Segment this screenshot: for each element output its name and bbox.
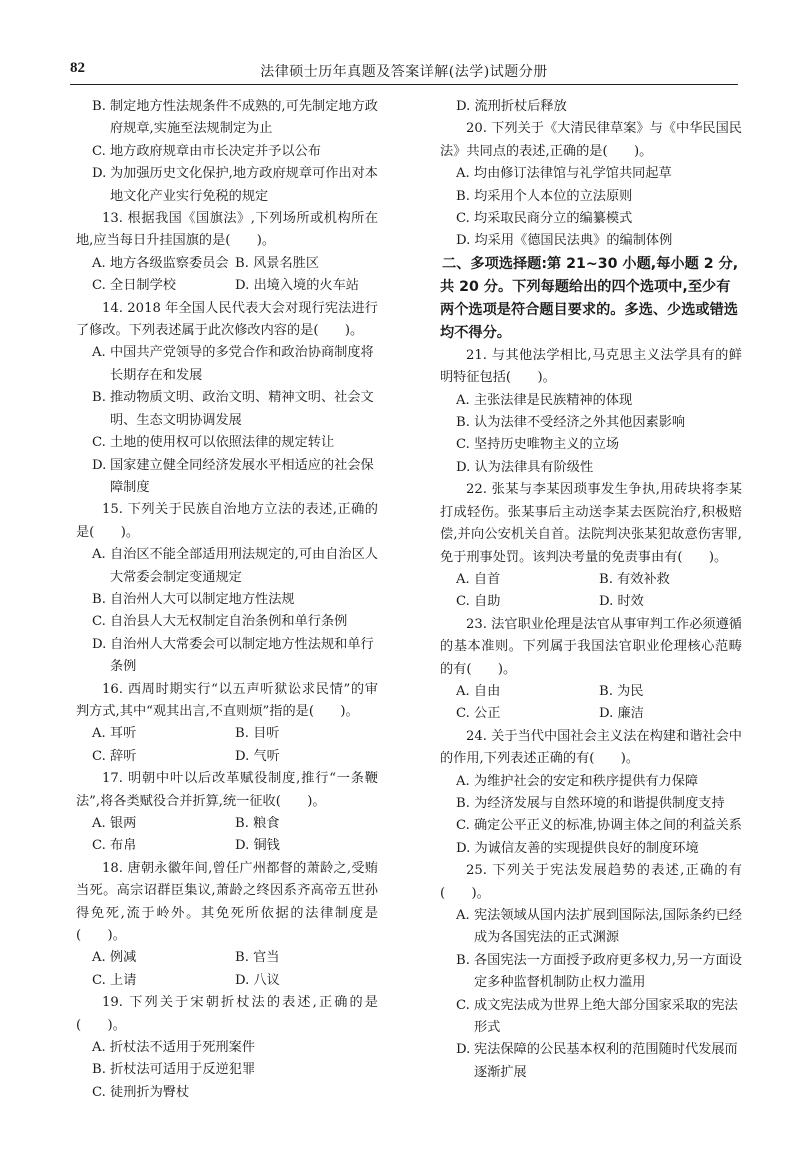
q22-stem: 22. 张某与李某因琐事发生争执,用砖块将李某打成轻伤。张某事后主动送李某去医院治疗,积极赔偿,并向公安机关自首。法院判决张某犯故意伤害罪,免于刑事处罚。该判决考量的免责事由有( )。 <box>440 482 742 565</box>
q24-option-d: D. 为诚信友善的实现提供良好的制度环境 <box>456 840 699 856</box>
q20-option-a: A. 均由修订法律馆与礼学馆共同起草 <box>456 166 672 182</box>
q19-option-d: D. 流刑折杖后释放 <box>456 99 567 114</box>
q24-option-a: A. 为维护社会的安定和秩序提供有力保障 <box>456 773 699 789</box>
q25-option-c: C. 成文宪法成为世界上绝大部分国家采取的宪法形式 <box>456 997 738 1036</box>
q15-stem: 15. 下列关于民族自治地方立法的表述,正确的是( )。 <box>76 502 378 540</box>
q22-options-ab: A. 自首 B. 有效补救 <box>456 571 670 587</box>
left-column <box>76 96 378 1104</box>
q19-option-b: B. 折杖法可适用于反逆犯罪 <box>92 1062 256 1078</box>
section-heading-multiple-choice: 二、多项选择题:第 21~30 小题,每小题 2 分,共 20 分。下列每题给出的四个选项中,至少有两个选项是符合题目要求的。多选、少选或错选均不得分。 <box>440 255 739 341</box>
q13-options-cd: C. 全日制学校 D. 出境入境的火车站 <box>92 278 359 294</box>
q14-option-b: B. 推动物质文明、政治文明、精神文明、社会文明、生态文明协调发展 <box>92 390 374 428</box>
q12-option-d: D. 为加强历史文化保护,地方政府规章可作出对本地文化产业实行免税的规定 <box>92 166 378 204</box>
q20-option-b: B. 均采用个人本位的立法原则 <box>456 188 633 204</box>
page-number: 82 <box>70 60 85 76</box>
q25-stem: 25. 下列关于宪法发展趋势的表述,正确的有( )。 <box>440 863 742 901</box>
q21-option-b: B. 认为法律不受经济之外其他因素影响 <box>456 415 686 431</box>
q24-option-b: B. 为经济发展与自然环境的和谐提供制度支持 <box>456 795 725 811</box>
q24-stem: 24. 关于当代中国社会主义法在构建和谐社会中的作用,下列表述正确的有( )。 <box>440 728 742 767</box>
q12-option-c: C. 地方政府规章由市长决定并予以公布 <box>92 143 321 159</box>
q25-option-b: B. 各国宪法一方面授予政府更多权力,另一方面设定多种监督机制防止权力滥用 <box>456 952 742 991</box>
q12-option-b: B. 制定地方性法规条件不成熟的,可先制定地方政府规章,实施至法规制定为止 <box>92 99 378 137</box>
q17-options-cd: C. 布帛 D. 铜钱 <box>92 838 280 854</box>
q15-option-a: A. 自治区不能全部适用刑法规定的,可由自治区人大常委会制定变通规定 <box>92 547 378 585</box>
q18-options-ab: A. 例减 B. 官当 <box>92 950 280 966</box>
q25-option-d: D. 宪法保障的公民基本权利的范围随时代发展而逐渐扩展 <box>456 1042 738 1080</box>
q19-option-c: C. 徒刑折为臀杖 <box>92 1084 190 1100</box>
right-column <box>440 96 742 1084</box>
q18-stem: 18. 唐朝永徽年间,曾任广州都督的萧龄之,受贿当死。高宗诏群臣集议,萧龄之终因系齐高帝五世孙得免死,流于岭外。其免死所依据的法律制度是( )。 <box>76 860 378 944</box>
q22-options-cd: C. 自助 D. 时效 <box>456 594 644 610</box>
q16-options-cd: C. 辞听 D. 气听 <box>92 748 280 764</box>
q16-options-ab: A. 耳听 B. 目听 <box>92 726 280 742</box>
q13-stem: 13. 根据我国《国旗法》,下列场所或机构所在地,应当每日升挂国旗的是( )。 <box>76 211 378 249</box>
q15-option-c: C. 自治县人大无权制定自治条例和单行条例 <box>92 614 348 630</box>
page-header <box>70 58 738 85</box>
q21-option-c: C. 坚持历史唯物主义的立场 <box>456 437 620 453</box>
q23-options-ab: A. 自由 B. 为民 <box>456 683 644 699</box>
q20-stem: 20. 下列关于《大清民律草案》与《中华民国民法》共同点的表述,正确的是( )。 <box>440 121 742 159</box>
q20-option-d: D. 均采用《德国民法典》的编制体例 <box>456 233 673 249</box>
running-title: 法律硕士历年真题及答案详解(法学)试题分册 <box>260 64 548 80</box>
q15-option-d: D. 自治州人大常委会可以制定地方性法规和单行条例 <box>92 636 374 675</box>
q18-options-cd: C. 上请 D. 八议 <box>92 972 280 988</box>
q23-stem: 23. 法官职业伦理是法官从事审判工作必须遵循的基本准则。下列属于我国法官职业伦理核心范畴的有( )。 <box>440 616 742 677</box>
q21-stem: 21. 与其他法学相比,马克思主义法学具有的鲜明特征包括( )。 <box>440 347 742 386</box>
q14-option-d: D. 国家建立健全同经济发展水平相适应的社会保障制度 <box>92 457 374 495</box>
q17-stem: 17. 明朝中叶以后改革赋役制度,推行“一条鞭法”,将各类赋役合并折算,统一征收( )。 <box>76 771 378 809</box>
q16-stem: 16. 西周时期实行“以五声听狱讼求民情”的审判方式,其中“观其出言,不直则烦”指的是( )。 <box>76 681 378 719</box>
q15-option-b: B. 自治州人大可以制定地方性法规 <box>92 591 295 607</box>
q25-option-a: A. 宪法领域从国内法扩展到国际法,国际条约已经成为各国宪法的正式渊源 <box>456 908 742 946</box>
q20-option-c: C. 均采取民商分立的编纂模式 <box>456 211 633 227</box>
q23-options-cd: C. 公正 D. 廉洁 <box>456 706 644 722</box>
q13-options-ab: A. 地方各级监察委员会 B. 风景名胜区 <box>92 255 320 271</box>
q21-option-d: D. 认为法律具有阶级性 <box>456 459 594 475</box>
q21-option-a: A. 主张法律是民族精神的体现 <box>456 392 633 408</box>
q19-option-a: A. 折杖法不适用于死刑案件 <box>92 1040 255 1056</box>
q14-option-c: C. 土地的使用权可以依照法律的规定转让 <box>92 435 335 451</box>
q14-stem: 14. 2018 年全国人民代表大会对现行宪法进行了修改。下列表述属于此次修改内容的是( )。 <box>76 300 378 339</box>
q24-option-c: C. 确定公平正义的标准,协调主体之间的利益关系 <box>456 818 742 834</box>
q19-stem: 19. 下列关于宋朝折杖法的表述,正确的是( )。 <box>76 995 378 1033</box>
q14-option-a: A. 中国共产党领导的多党合作和政治协商制度将长期存在和发展 <box>92 345 374 383</box>
q17-options-ab: A. 银两 B. 粮食 <box>92 816 280 831</box>
